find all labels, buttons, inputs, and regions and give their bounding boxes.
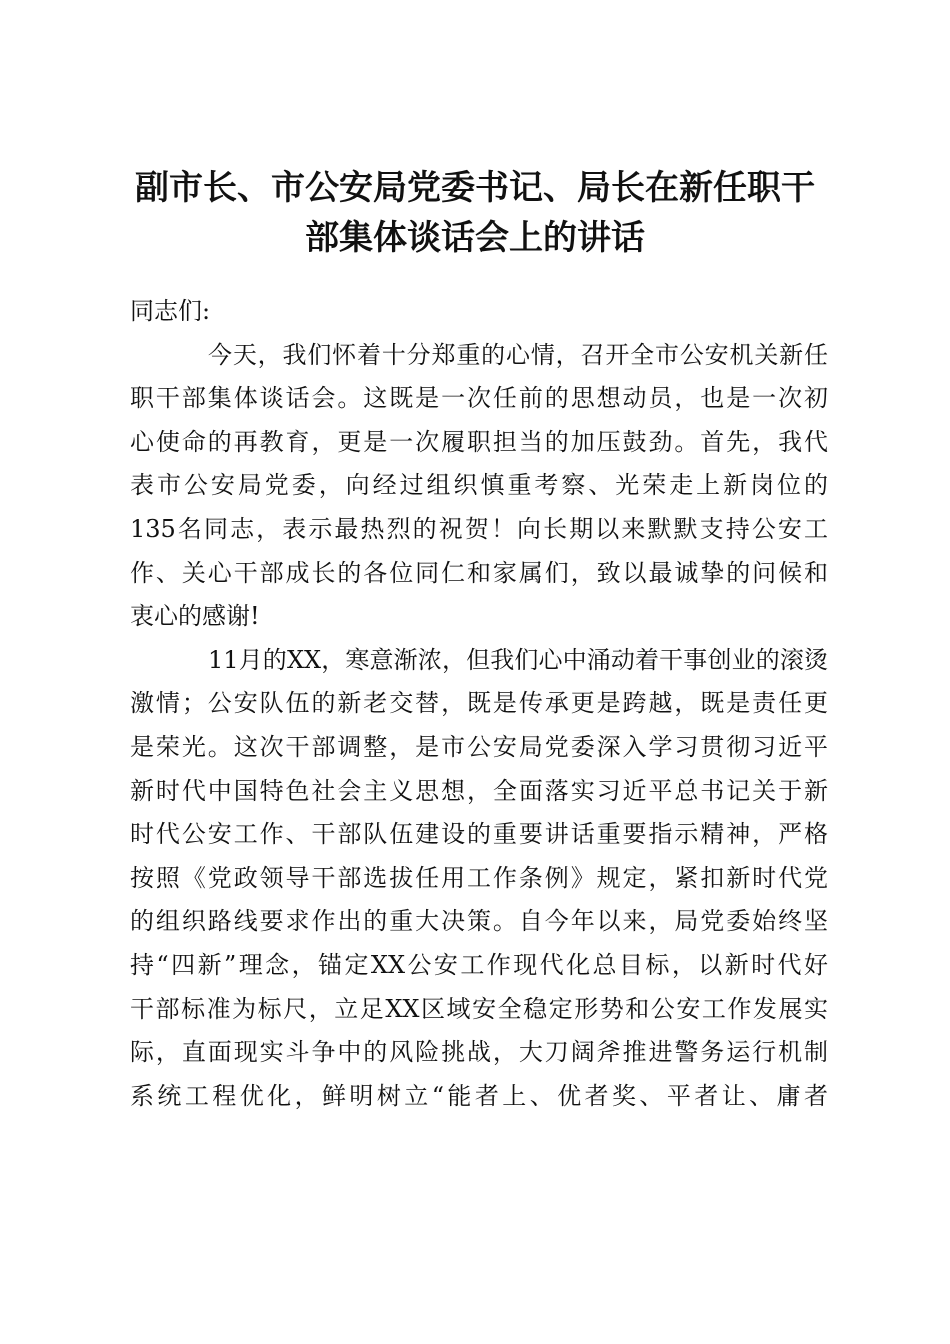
document-title xyxy=(0,163,950,263)
text-line: 干部标准为标尺，立足XX区域安全稳定形势和公安工作发展实 xyxy=(130,994,828,1023)
text-line: 表市公安局党委，向经过组织慎重考察、光荣走上新岗位的 xyxy=(130,471,828,500)
text-line: 11月的XX，寒意渐浓，但我们心中涌动着干事创业的滚烫 xyxy=(208,645,828,674)
text-line: 际，直面现实斗争中的风险挑战，大刀阔斧推进警务运行机制 xyxy=(130,1038,828,1067)
text-line: 135名同志，表示最热烈的祝贺！向长期以来默默支持公安工 xyxy=(130,514,828,543)
text-line: 衷心的感谢! xyxy=(130,602,260,631)
text-line: 是荣光。这次干部调整，是市公安局党委深入学习贯彻习近平 xyxy=(130,732,828,761)
paragraph-2 xyxy=(130,639,828,1119)
text-line: 心使命的再教育，更是一次履职担当的加压鼓劲。首先，我代 xyxy=(130,427,828,456)
title-line-1: 副市长、市公安局党委书记、局长在新任职干 xyxy=(135,168,815,208)
text-line: 激情；公安队伍的新老交替，既是传承更是跨越，既是责任更 xyxy=(130,689,828,718)
title-line-2: 部集体谈话会上的讲话 xyxy=(305,218,645,258)
text-line: 按照《党政领导干部选拔任用工作条例》规定，紧扣新时代党 xyxy=(130,863,828,892)
text-line: 职干部集体谈话会。这既是一次任前的思想动员，也是一次初 xyxy=(130,384,828,413)
text-line: 的组织路线要求作出的重大决策。自今年以来，局党委始终坚 xyxy=(130,907,828,936)
text-line: 新时代中国特色社会主义思想，全面落实习近平总书记关于新 xyxy=(130,776,828,805)
document-body xyxy=(130,290,828,1118)
text-line: 时代公安工作、干部队伍建设的重要讲话重要指示精神，严格 xyxy=(130,820,828,849)
text-line: 系统工程优化，鲜明树立“能者上、优者奖、平者让、庸者 xyxy=(130,1081,828,1110)
paragraph-1 xyxy=(130,334,828,639)
text-line: 作、关心干部成长的各位同仁和家属们，致以最诚挚的问候和 xyxy=(130,558,828,587)
text-line: 持“四新”理念，锚定XX公安工作现代化总目标，以新时代好 xyxy=(130,950,828,979)
text-line: 今天，我们怀着十分郑重的心情，召开全市公安机关新任 xyxy=(208,340,828,369)
salutation: 同志们: xyxy=(130,297,211,325)
